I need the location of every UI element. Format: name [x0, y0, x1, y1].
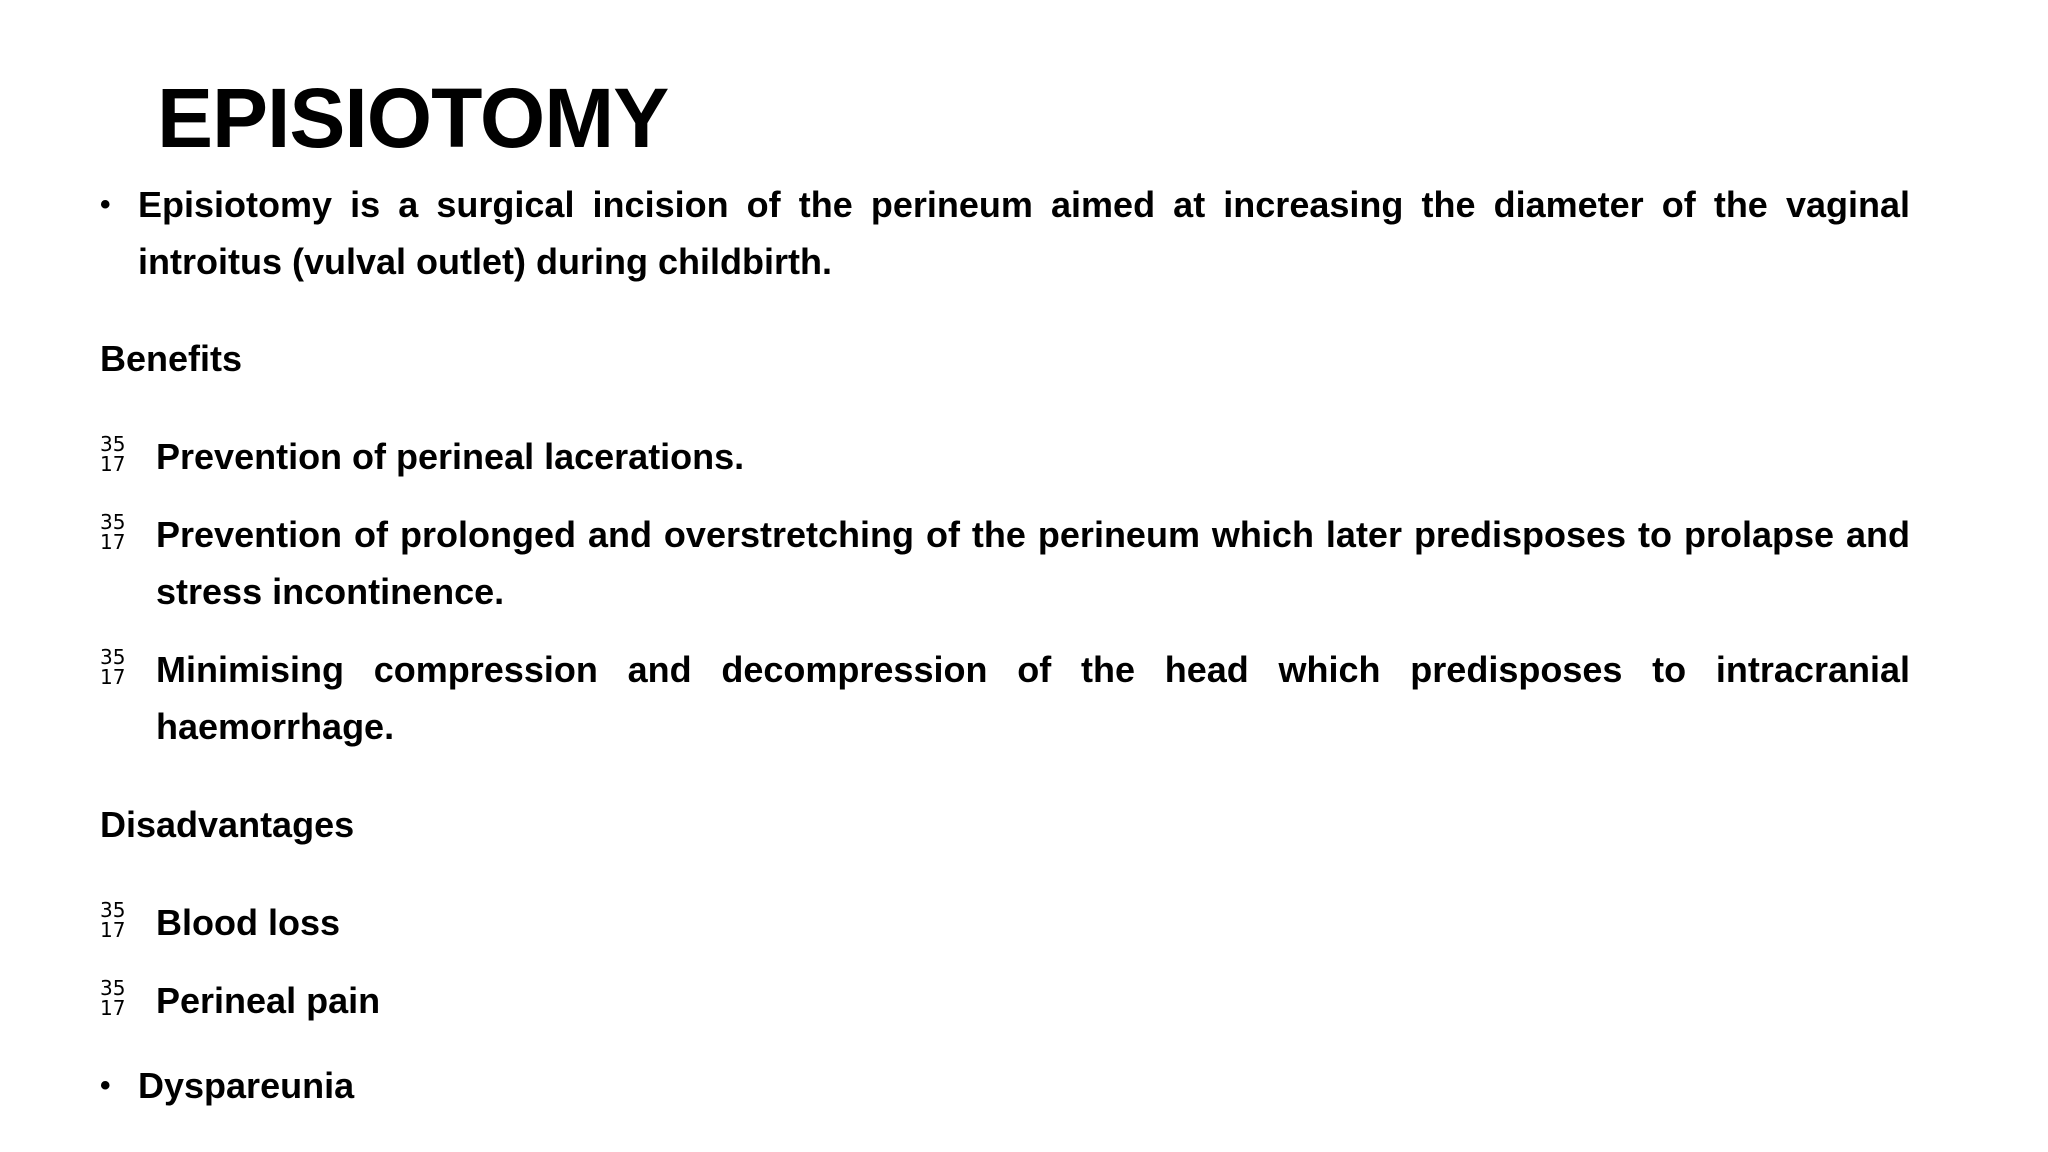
bullet-icon: • [100, 1069, 111, 1102]
symbol-subscript: 17 [100, 996, 126, 1020]
intro-paragraph [100, 176, 1910, 290]
bullet-icon: • [100, 188, 111, 221]
chlorine-isotope-symbol-icon [100, 434, 140, 474]
disadvantage-text: Dyspareunia [138, 1065, 355, 1106]
benefit-item [100, 428, 1910, 485]
intro-text: Episiotomy is a surgical incision of the perineum aimed at increasing the diameter of the vaginal introitus (vulval outlet) during childbirth. [138, 184, 1910, 282]
symbol-superscript: 35 [100, 976, 126, 1000]
benefit-text: Minimising compression and decompression of the head which predisposes to intracranial haemorrhage. [156, 649, 1910, 747]
symbol-subscript: 17 [100, 918, 126, 942]
symbol-superscript: 35 [100, 432, 126, 456]
disadvantage-item [100, 1057, 1910, 1114]
disadvantage-item [100, 894, 1910, 951]
symbol-superscript: 35 [100, 510, 126, 534]
chlorine-isotope-symbol-icon [100, 978, 140, 1018]
disadvantage-text: Blood loss [156, 902, 341, 943]
benefit-text: Prevention of perineal lacerations. [156, 436, 745, 477]
symbol-subscript: 17 [100, 452, 126, 476]
disadvantage-item [100, 972, 1910, 1029]
symbol-subscript: 17 [100, 665, 126, 689]
benefit-item [100, 641, 1910, 755]
disadvantage-text: Perineal pain [156, 980, 381, 1021]
symbol-superscript: 35 [100, 898, 126, 922]
slide-title: EPISIOTOMY [157, 71, 669, 165]
symbol-subscript: 17 [100, 530, 126, 554]
benefit-text: Prevention of prolonged and overstretching of the perineum which later predisposes to prolapse and stress incontinence. [156, 514, 1910, 612]
chlorine-isotope-symbol-icon [100, 647, 140, 687]
benefits-heading: Benefits [100, 338, 243, 379]
symbol-superscript: 35 [100, 645, 126, 669]
disadvantages-heading: Disadvantages [100, 804, 355, 845]
chlorine-isotope-symbol-icon [100, 900, 140, 940]
benefit-item [100, 506, 1910, 620]
chlorine-isotope-symbol-icon [100, 512, 140, 552]
